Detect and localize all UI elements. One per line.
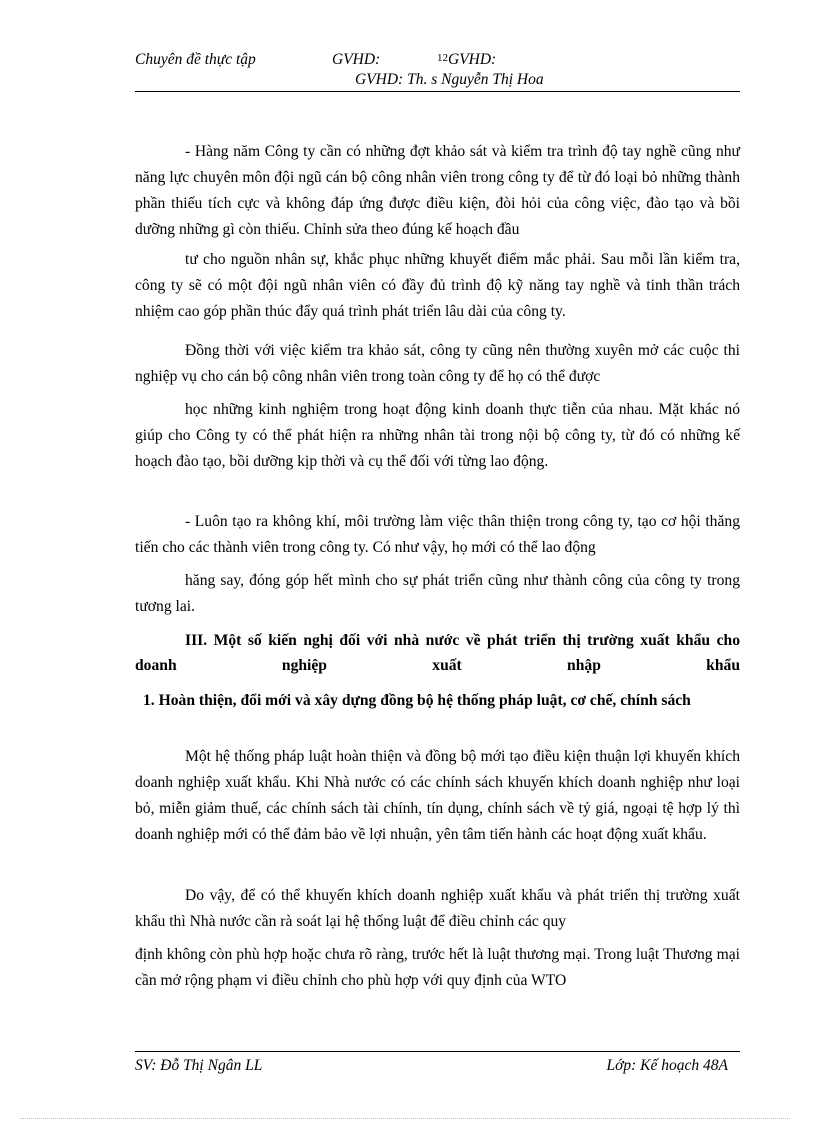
paragraph-3: Đồng thời với việc kiểm tra khảo sát, công ty cũng nên thường xuyên mở các cuộc thi nghiệp vụ cho cán bộ công nhân viên trong toàn công ty để họ có thể được xyxy=(135,342,740,385)
paragraph-5: - Luôn tạo ra không khí, môi trường làm việc thân thiện trong công ty, tạo cơ hội thăng tiến cho các thành viên trong công ty. Có như vậy, họ mới có thể lao động xyxy=(135,513,740,556)
paragraph-7: Một hệ thống pháp luật hoàn thiện và đồng bộ mới tạo điều kiện thuận lợi khuyến khích doanh nghiệp xuất khẩu. Khi Nhà nước có các chính sách khuyến khích doanh nghiệp như loại bỏ, miễn giảm thuế, các chính sách tài chính, tín dụng, chính sách về tỷ giá, ngoại tệ hợp lý thì doanh nghiệp mới có thể đảm bảo về lợi nhuận, yên tâm tiến hành các hoạt động xuất khẩu. xyxy=(135,748,740,843)
footer-student: SV: Đỗ Thị Ngân LL xyxy=(135,1057,263,1074)
header-rule xyxy=(135,91,740,92)
paragraph-6: hăng say, đóng góp hết mình cho sự phát triển cũng như thành công của công ty trong tương lai. xyxy=(135,572,740,615)
paragraph-9: định không còn phù hợp hoặc chưa rõ ràng, trước hết là luật thương mại. Trong luật Thương mại cần mở rộng phạm vi điều chỉnh cho phù hợp với quy định của WTO xyxy=(135,946,740,989)
subsection-heading-1 xyxy=(135,688,740,713)
header-gvhd-label-2: GVHD: xyxy=(448,51,497,68)
footer-class: Lớp: Kế hoạch 48A xyxy=(606,1057,728,1074)
header-gvhd-label: GVHD: xyxy=(332,51,381,68)
paragraph-8: Do vậy, để có thể khuyến khích doanh nghiệp xuất khẩu và phát triển thị trường xuất khẩu thì Nhà nước cần rà soát lại hệ thống luật để điều chỉnh các quy xyxy=(135,887,740,930)
page-number: 12 xyxy=(437,52,448,64)
section-heading-3: III. Một số kiến nghị đối với nhà nước về phát triển thị trường xuất khẩu cho doanh nghiệp xuất nhập khẩu xyxy=(135,632,740,674)
footer-rule xyxy=(135,1051,740,1052)
paragraph-1: - Hàng năm Công ty cần có những đợt khảo sát và kiểm tra trình độ tay nghề cũng như năng lực chuyên môn đội ngũ cán bộ công nhân viên trong công ty để từ đó loại bỏ những thành phần thiếu tích cực và không đáp ứng được điều kiện, đòi hỏi của công việc, đào tạo và bồi dưỡng những gì còn thiếu. Chỉnh sửa theo đúng kế hoạch đầu xyxy=(135,143,740,238)
page-bottom-border xyxy=(20,1118,790,1119)
header-supervisor: GVHD: Th. s Nguyễn Thị Hoa xyxy=(355,71,544,88)
paragraph-2: tư cho nguồn nhân sự, khắc phục những khuyết điểm mắc phải. Sau mỗi lần kiểm tra, công ty sẽ có một đội ngũ nhân viên có đầy đủ trình độ kỹ năng tay nghề và tinh thần trách nhiệm cao góp phần thúc đẩy quá trình phát triển lâu dài của công ty. xyxy=(135,251,740,320)
subsection-heading-text: 1. Hoàn thiện, đổi mới và xây dựng đồng bộ hệ thống pháp luật, cơ chế, chính sách xyxy=(143,692,691,709)
header-title: Chuyên đề thực tập xyxy=(135,51,256,68)
paragraph-4: học những kinh nghiệm trong hoạt động kinh doanh thực tiễn của nhau. Mặt khác nó giúp cho Công ty có thể phát hiện ra những nhân tài trong nội bộ công ty, từ đó có những kế hoạch đào tạo, bồi dưỡng kịp thời và cụ thể đối với từng lao động. xyxy=(135,401,740,470)
